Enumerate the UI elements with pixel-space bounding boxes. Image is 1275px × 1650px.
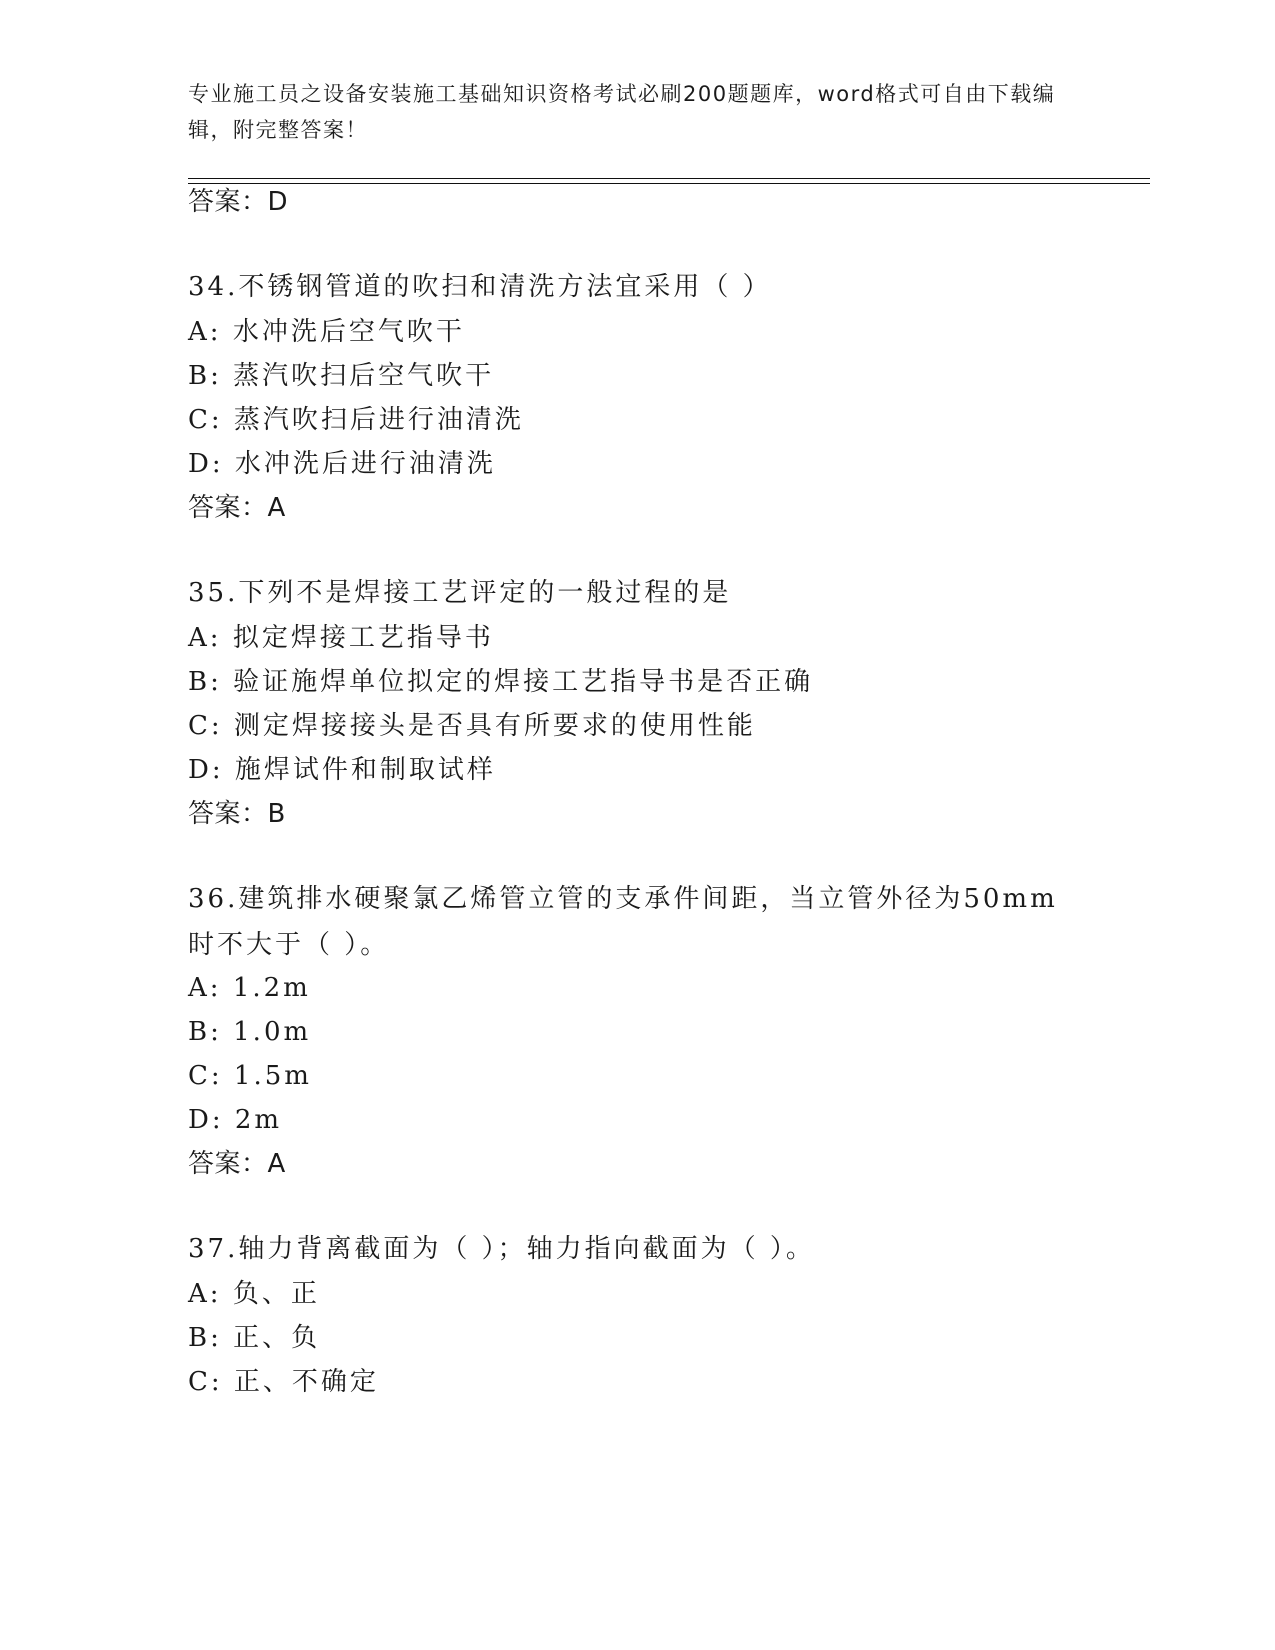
option-key: D: [188,1105,224,1135]
option-text: 2m [234,1105,283,1135]
option-text: 1.2m [232,973,311,1003]
question-stem: 34.不锈钢管道的吹扫和清洗方法宜采用（ ） [188,272,772,302]
option [188,358,1068,394]
option-text: 正、不确定 [233,1367,379,1397]
option-key: A: [188,317,222,347]
header-rule-top [188,178,1150,179]
option-key: A: [188,1279,222,1309]
answer-value: B [267,799,286,829]
option [188,708,1068,744]
option-text: 正、负 [233,1323,321,1353]
option-key: D: [188,755,224,785]
answer-value: A [267,1149,286,1179]
option-text: 拟定焊接工艺指导书 [232,623,494,653]
option-text: 1.0m [233,1017,312,1047]
option-key: B: [188,667,222,697]
answer-label: 答案： [188,187,268,217]
answer-line [188,796,286,832]
answer-label: 答案： [188,799,268,829]
option [188,620,1068,656]
option-key: D: [188,449,224,479]
answer-label: 答案： [188,493,268,523]
option [188,1058,1068,1094]
option-key: C: [188,711,223,741]
document-header: 专业施工员之设备安装施工基础知识资格考试必刷200题题库，word格式可自由下载编辑，附完整答案！ [188,82,1056,142]
option-key: A: [188,623,222,653]
option-text: 蒸汽吹扫后空气吹干 [233,361,495,391]
option-text: 水冲洗后空气吹干 [232,317,465,347]
option-key: C: [188,1367,223,1397]
option-key: B: [188,361,222,391]
option-text: 蒸汽吹扫后进行油清洗 [233,405,524,435]
option [188,1320,1068,1356]
answer-label: 答案： [188,1149,268,1179]
option-key: C: [188,405,223,435]
option [188,1364,1068,1400]
option-text: 1.5m [233,1061,312,1091]
option-key: A: [188,973,222,1003]
option-text: 水冲洗后进行油清洗 [234,449,496,479]
option-text: 验证施焊单位拟定的焊接工艺指导书是否正确 [233,667,814,697]
option-key: B: [188,1323,222,1353]
question-stem: 36.建筑排水硬聚氯乙烯管立管的支承件间距，当立管外径为50mm时不大于（ ）。 [188,884,1058,960]
option [188,664,1068,700]
option [188,314,1068,350]
header-rule-bottom [188,183,1150,184]
option-text: 负、正 [232,1279,320,1309]
option [188,446,1068,482]
answer-value: A [267,493,286,523]
option [188,1102,1068,1138]
answer-line [188,490,286,526]
option [188,402,1068,438]
option-text: 测定焊接接头是否具有所要求的使用性能 [233,711,756,741]
question-stem: 35.下列不是焊接工艺评定的一般过程的是 [188,578,732,608]
answer-value: D [267,187,289,217]
option-text: 施焊试件和制取试样 [234,755,496,785]
option [188,970,1068,1006]
question-stem: 37.轴力背离截面为（ ）；轴力指向截面为（ ）。 [188,1234,815,1264]
option [188,1276,1068,1312]
option [188,752,1068,788]
option [188,1014,1068,1050]
answer-line [188,184,288,220]
option-key: C: [188,1061,223,1091]
option-key: B: [188,1017,222,1047]
answer-line [188,1146,286,1182]
